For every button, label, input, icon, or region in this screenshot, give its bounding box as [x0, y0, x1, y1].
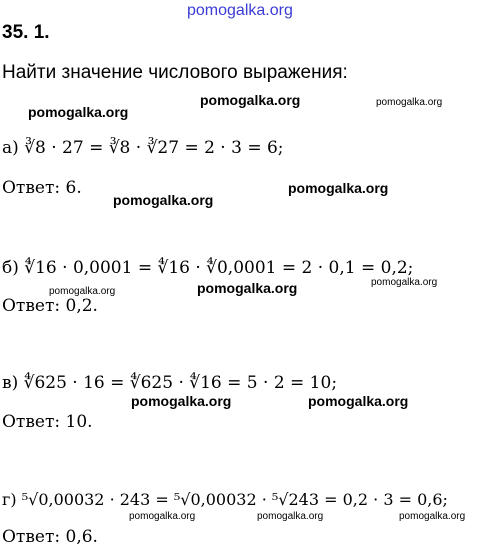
- problem-statement: Найти значение числового выражения:: [2, 62, 348, 83]
- watermark: pomogalka.org: [131, 393, 232, 409]
- solution-v: в) ∜625 · 16 = ∜625 · ∜16 = 5 · 2 = 10;: [2, 373, 338, 393]
- problem-number: 35. 1.: [2, 22, 50, 43]
- watermark: pomogalka.org: [113, 192, 214, 208]
- answer-b: Ответ: 0,2.: [2, 296, 98, 316]
- solution-a: а) ∛8 · 27 = ∛8 · ∛27 = 2 · 3 = 6;: [2, 138, 284, 158]
- answer-v: Ответ: 10.: [2, 412, 93, 432]
- watermark: pomogalka.org: [308, 393, 409, 409]
- watermark: pomogalka.org: [197, 280, 298, 296]
- watermark: pomogalka.org: [129, 511, 196, 522]
- solution-g: г) ⁵√0,00032 · 243 = ⁵√0,00032 · ⁵√243 = 0,2 · 3 = 0,6;: [2, 490, 448, 509]
- solution-b: б) ∜16 · 0,0001 = ∜16 · ∜0,0001 = 2 · 0,1 = 0,2;: [2, 258, 414, 278]
- watermark: pomogalka.org: [288, 180, 389, 196]
- watermark: pomogalka.org: [28, 104, 129, 120]
- watermark: pomogalka.org: [376, 97, 443, 108]
- watermark: pomogalka.org: [257, 511, 324, 522]
- answer-g: Ответ: 0,6.: [2, 527, 98, 547]
- watermark: pomogalka.org: [399, 511, 466, 522]
- watermark-header: pomogalka.org: [187, 2, 293, 19]
- answer-a: Ответ: 6.: [2, 178, 82, 198]
- watermark: pomogalka.org: [200, 92, 301, 108]
- watermark: pomogalka.org: [371, 277, 438, 288]
- watermark: pomogalka.org: [49, 286, 116, 297]
